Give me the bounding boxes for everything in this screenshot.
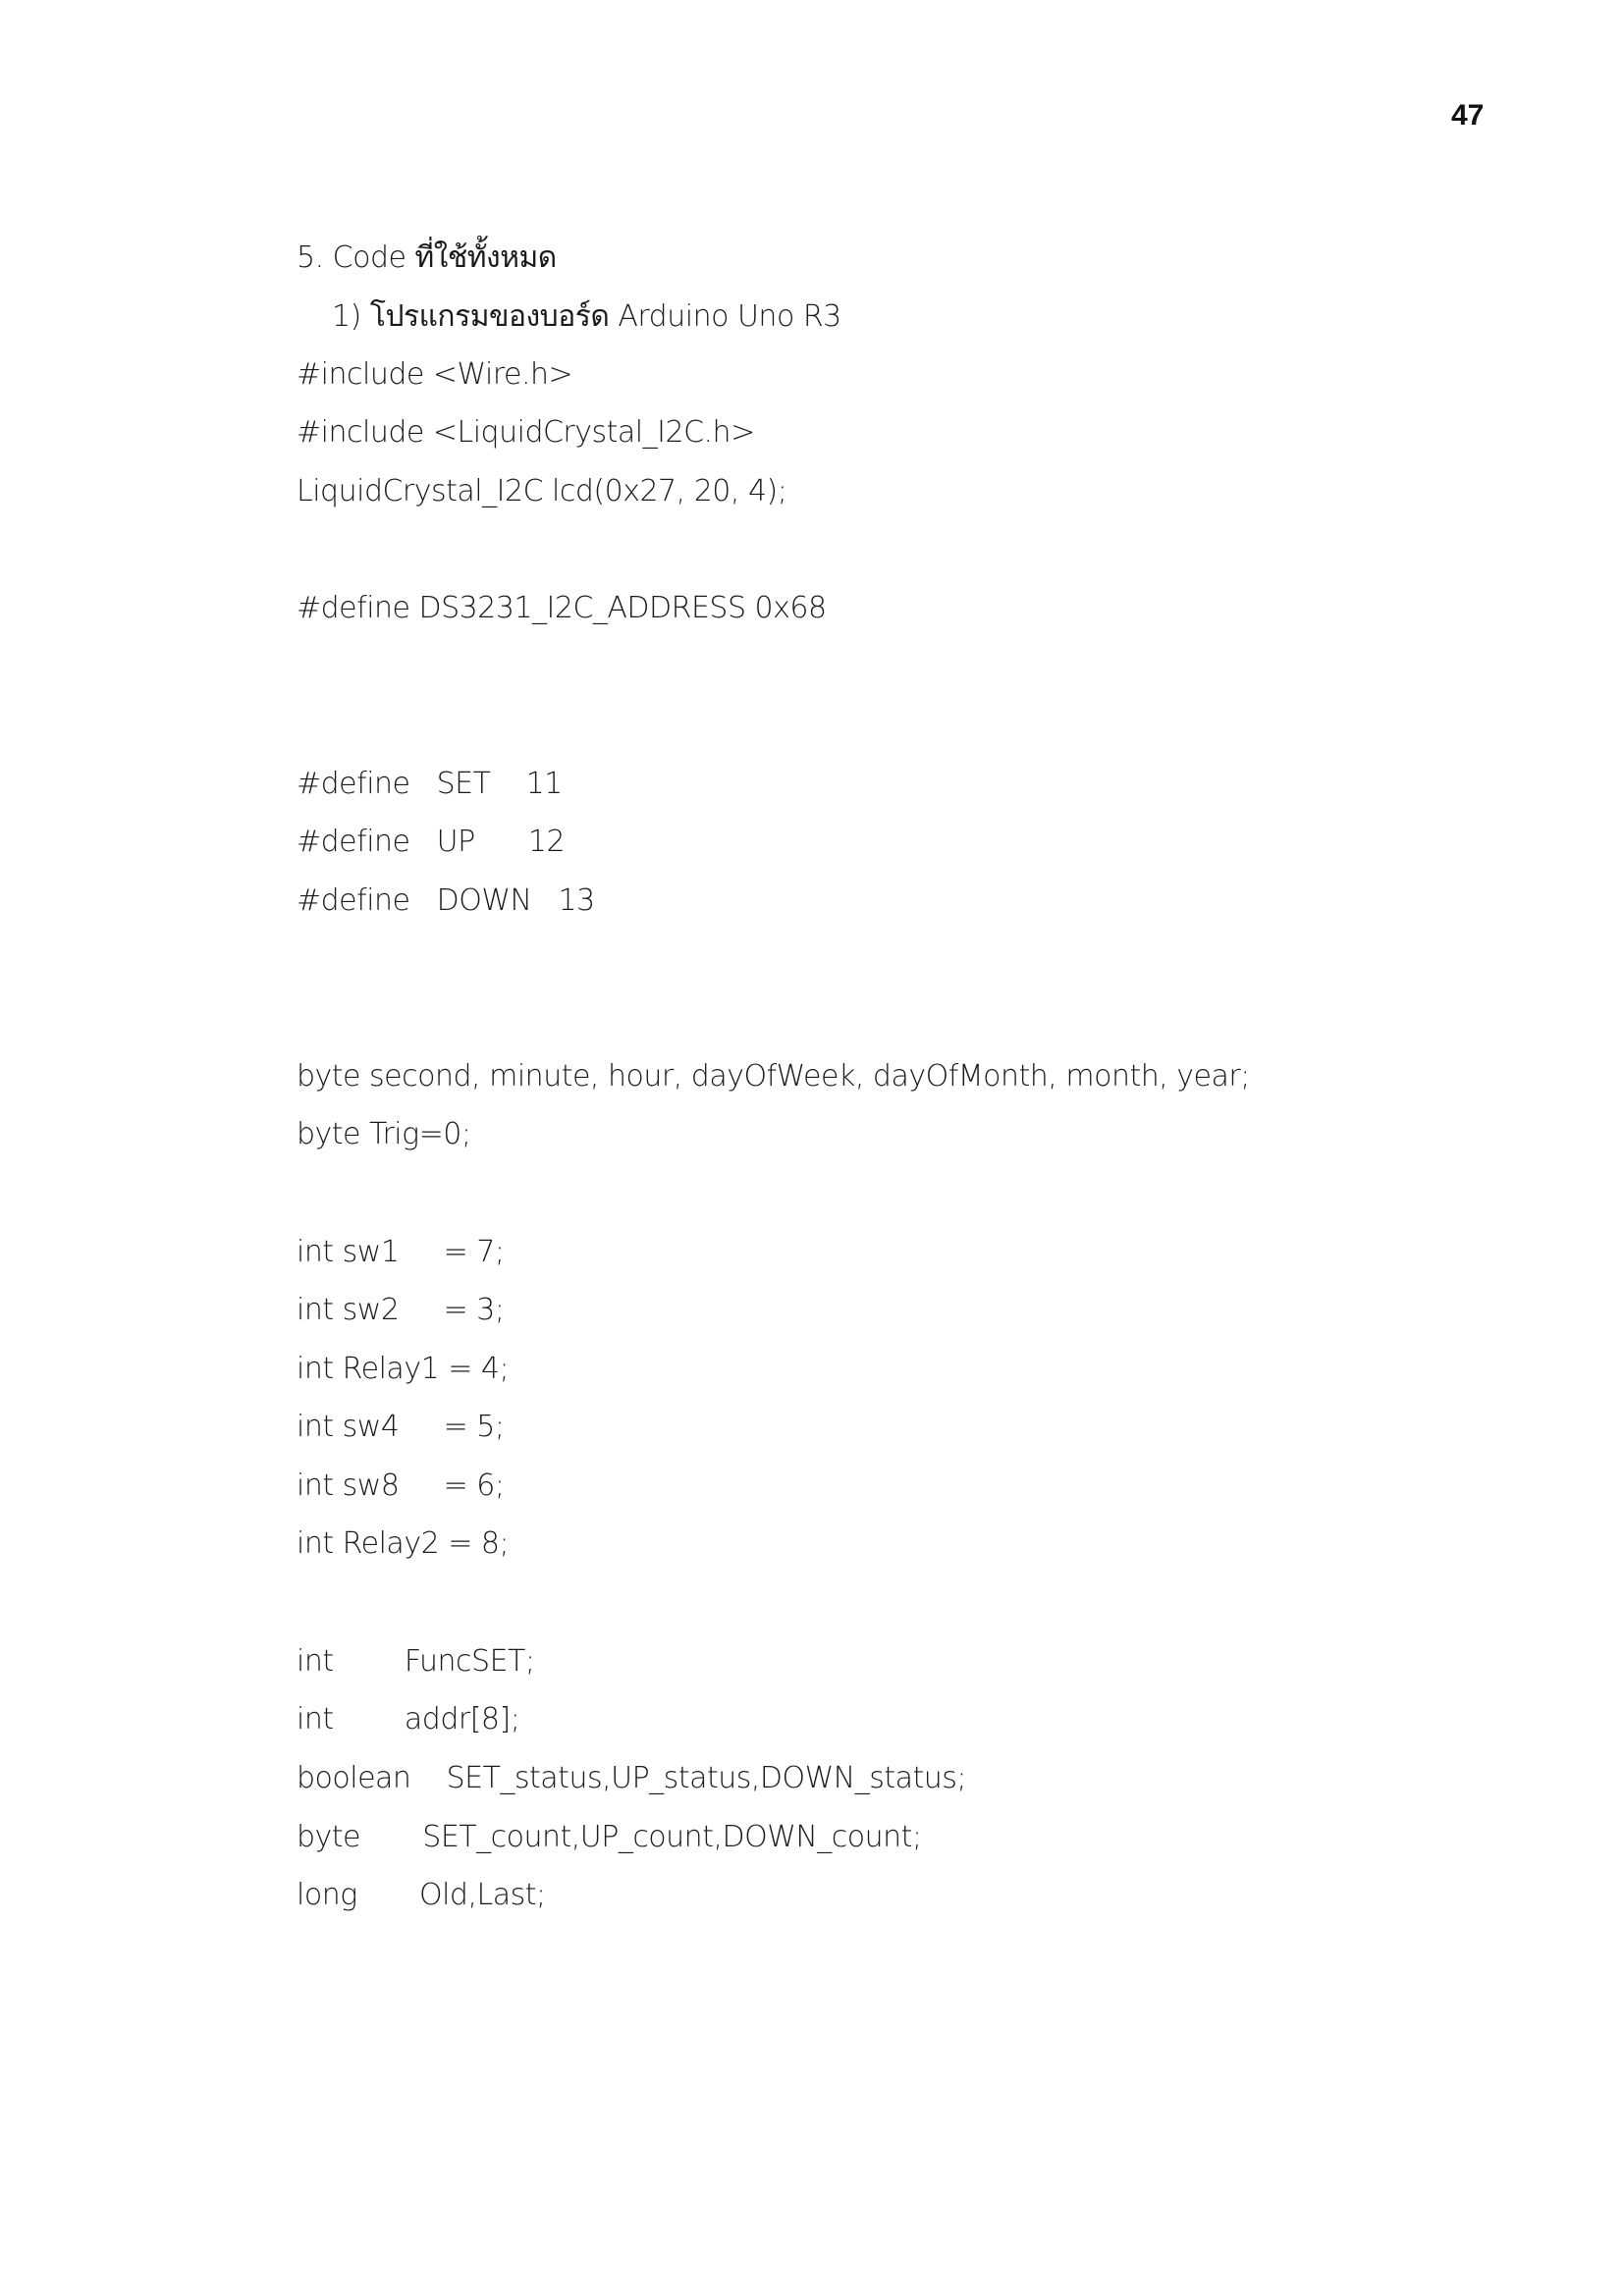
code-line: int sw4 = 5; [297, 1410, 505, 1444]
code-line: #define UP 12 [297, 825, 566, 859]
code-line: #define DOWN 13 [297, 883, 595, 918]
code-line: byte second, minute, hour, dayOfWeek, dayOfMonth, month, year; [297, 1059, 1250, 1094]
code-line: int sw8 = 6; [297, 1468, 505, 1503]
code-line: int addr[8]; [297, 1702, 520, 1736]
page-number: 47 [1451, 99, 1485, 132]
code-line: byte SET_count,UP_count,DOWN_count; [297, 1820, 922, 1854]
section-heading: 5. Code ที่ใช้ทั้งหมด [297, 240, 557, 275]
code-line: int FuncSET; [297, 1644, 535, 1679]
code-line: #include <LiquidCrystal_I2C.h> [297, 415, 755, 450]
code-line: int sw2 = 3; [297, 1293, 505, 1327]
code-line: byte Trig=0; [297, 1117, 471, 1151]
code-line: int Relay1 = 4; [297, 1352, 510, 1386]
code-line: #define DS3231_I2C_ADDRESS 0x68 [297, 591, 827, 625]
code-line: LiquidCrystal_I2C lcd(0x27, 20, 4); [297, 474, 787, 508]
code-line: #define SET 11 [297, 767, 563, 801]
code-line: boolean SET_status,UP_status,DOWN_status; [297, 1761, 967, 1795]
code-line: int Relay2 = 8; [297, 1526, 510, 1561]
subsection-heading: 1) โปรแกรมของบอร์ด Arduino Uno R3 [332, 299, 841, 334]
code-line: int sw1 = 7; [297, 1235, 505, 1269]
code-line: #include <Wire.h> [297, 357, 573, 392]
code-line: long Old,Last; [297, 1878, 546, 1912]
